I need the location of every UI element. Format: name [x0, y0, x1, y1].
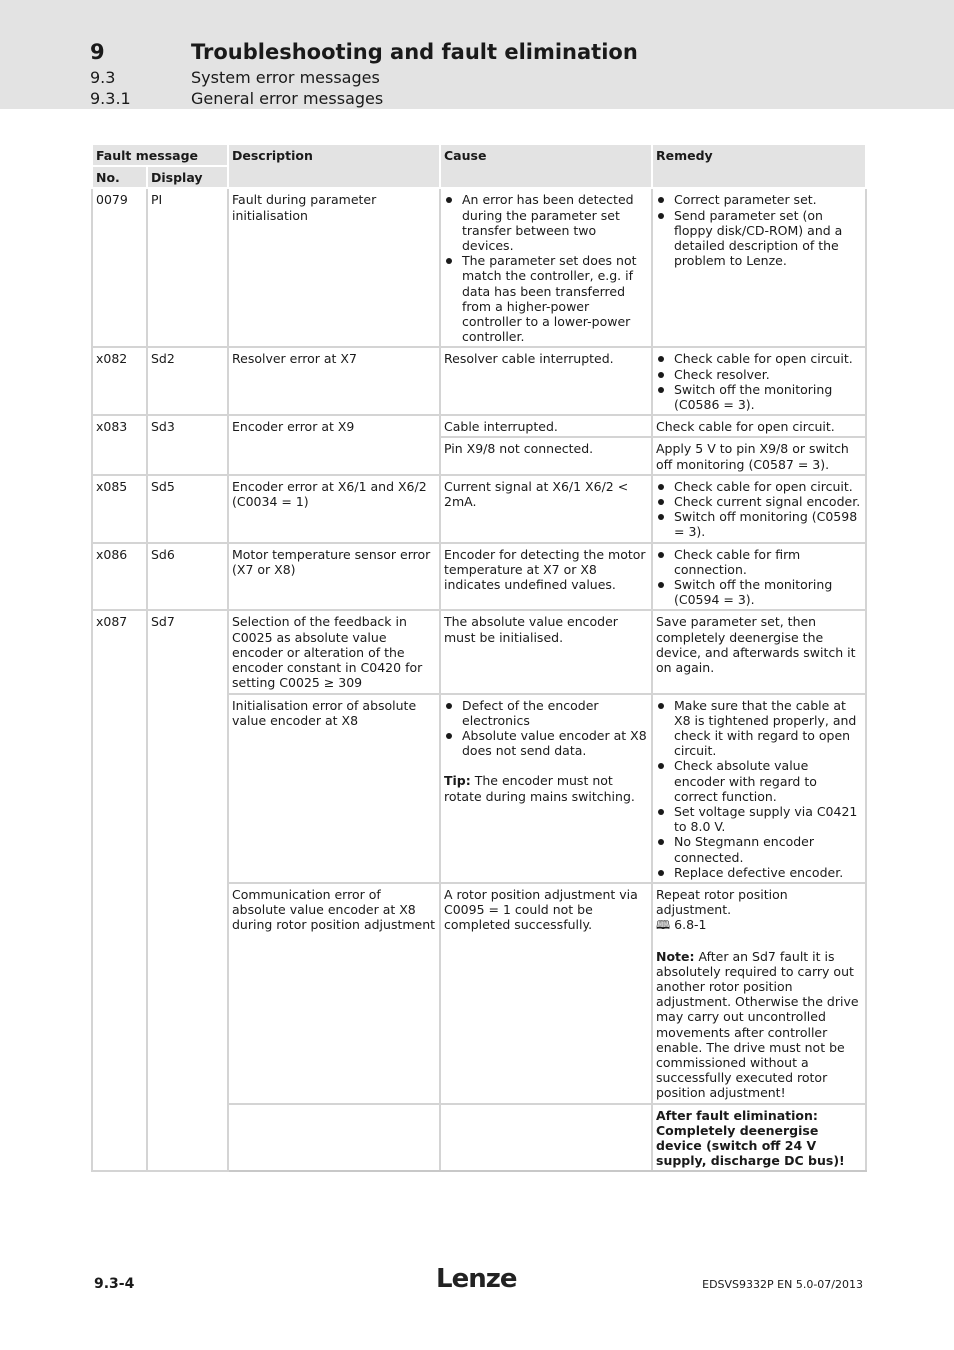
col-display: Display — [147, 166, 228, 188]
fault-display: PI — [147, 188, 228, 347]
fault-description: Fault during parameter initialisation — [228, 188, 440, 347]
fault-remedy: Check cable for open circuit. — [652, 415, 866, 437]
fault-display: Sd3 — [147, 415, 228, 475]
list-item: Correct parameter set. — [656, 192, 862, 207]
list-item: Check absolute value encoder with regard to correct function. — [656, 758, 862, 804]
col-fault-message: Fault message — [92, 145, 228, 166]
fault-description: Encoder error at X9 — [228, 415, 440, 475]
table-row — [92, 543, 866, 611]
tip-label: Tip: — [444, 773, 471, 789]
fault-cause — [440, 188, 652, 347]
list-item: Send parameter set (on floppy disk/CD-ROM) and a detailed description of the problem to Lenze. — [656, 208, 862, 269]
fault-cause: Encoder for detecting the motor temperature at X7 or X8 indicates undefined values. — [440, 543, 652, 611]
col-description: Description — [228, 145, 440, 188]
list-item: Set voltage supply via C0421 to 8.0 V. — [656, 804, 862, 834]
fault-description: Selection of the feedback in C0025 as absolute value encoder or alteration of the encoder constant in C0420 for setting C0025 ≥ 309 — [228, 610, 440, 693]
note-text: Note: After an Sd7 fault it is absolutely required to carry out another rotor position adjustment. Otherwise the drive may carry out uncontrolled movements after controller enable. The drive must not be commissioned without a successfully executed rotor position adjustment! — [656, 948, 859, 1101]
fault-remedy: Apply 5 V to pin X9/8 or switch off monitoring (C0587 = 3). — [652, 437, 866, 474]
fault-remedy: Save parameter set, then completely deenergise the device, and afterwards switch it on again. — [652, 610, 866, 693]
fault-cause: Cable interrupted. — [440, 415, 652, 437]
table-row — [92, 347, 866, 415]
list-item: An error has been detected during the parameter set transfer between two devices. — [444, 192, 648, 253]
page-number: 9.3-4 — [94, 1276, 135, 1292]
subsection-title: General error messages — [191, 89, 384, 108]
list-item: Make sure that the cable at X8 is tightened properly, and check it with regard to open circuit. — [656, 698, 862, 759]
note-label: Note: — [656, 948, 695, 964]
list-item: Check cable for firm connection. — [656, 547, 862, 577]
list-item: Defect of the encoder electronics — [444, 698, 648, 728]
list-item: No Stegmann encoder connected. — [656, 834, 862, 864]
fault-remedy — [652, 188, 866, 347]
fault-display: Sd2 — [147, 347, 228, 415]
fault-display: Sd5 — [147, 475, 228, 543]
list-item: Switch off the monitoring (C0586 = 3). — [656, 382, 862, 412]
table-row — [92, 475, 866, 543]
after-fault-note: After fault elimination: Completely deenergise device (switch off 24 V supply, discharge DC bus)! — [652, 1104, 866, 1172]
fault-description: Initialisation error of absolute value encoder at X8 — [228, 694, 440, 883]
chapter-number: 9 — [90, 40, 105, 64]
cross-reference[interactable]: 🕮 6.8-1 — [656, 917, 707, 933]
fault-remedy — [652, 883, 866, 1104]
fault-no: 0079 — [92, 188, 147, 347]
fault-cause: Pin X9/8 not connected. — [440, 437, 652, 474]
fault-remedy — [652, 694, 866, 883]
fault-no: x082 — [92, 347, 147, 415]
list-item: Replace defective encoder. — [656, 865, 862, 880]
empty-cell — [440, 1104, 652, 1172]
fault-cause — [440, 694, 652, 883]
table-row — [92, 188, 866, 347]
fault-no: x083 — [92, 415, 147, 475]
tip-text: Tip: The encoder must not rotate during mains switching. — [444, 773, 635, 804]
list-item: Switch off monitoring (C0598 = 3). — [656, 509, 862, 539]
fault-remedy — [652, 475, 866, 543]
fault-no: x087 — [92, 610, 147, 1171]
col-no: No. — [92, 166, 147, 188]
section-title: System error messages — [191, 68, 380, 87]
list-item: Check cable for open circuit. — [656, 479, 862, 494]
fault-remedy — [652, 543, 866, 611]
fault-display: Sd6 — [147, 543, 228, 611]
fault-description: Motor temperature sensor error (X7 or X8) — [228, 543, 440, 611]
fault-description: Communication error of absolute value encoder at X8 during rotor position adjustment — [228, 883, 440, 1104]
fault-description: Encoder error at X6/1 and X6/2 (C0034 = 1) — [228, 475, 440, 543]
list-item: Check current signal encoder. — [656, 494, 862, 509]
error-messages-table — [91, 145, 867, 1172]
page-header — [0, 0, 954, 109]
fault-remedy — [652, 347, 866, 415]
table-row — [92, 415, 866, 437]
col-cause: Cause — [440, 145, 652, 188]
list-item: The parameter set does not match the controller, e.g. if data has been transferred from a higher-power controller to a lower-power controller. — [444, 253, 648, 344]
fault-no: x085 — [92, 475, 147, 543]
fault-cause: A rotor position adjustment via C0095 = 1 could not be completed successfully. — [440, 883, 652, 1104]
col-remedy: Remedy — [652, 145, 866, 188]
table-row — [92, 610, 866, 693]
lenze-logo: Lenze — [436, 1264, 517, 1294]
fault-display: Sd7 — [147, 610, 228, 1171]
fault-description: Resolver error at X7 — [228, 347, 440, 415]
list-item: Absolute value encoder at X8 does not send data. — [444, 728, 648, 758]
fault-no: x086 — [92, 543, 147, 611]
subsection-number: 9.3.1 — [90, 89, 131, 108]
fault-cause: The absolute value encoder must be initialised. — [440, 610, 652, 693]
list-item: Switch off the monitoring (C0594 = 3). — [656, 577, 862, 607]
empty-cell — [228, 1104, 440, 1172]
book-icon: 🕮 — [656, 918, 671, 933]
fault-cause: Current signal at X6/1 X6/2 < 2mA. — [440, 475, 652, 543]
fault-cause: Resolver cable interrupted. — [440, 347, 652, 415]
document-id: EDSVS9332P EN 5.0-07/2013 — [702, 1278, 863, 1291]
chapter-title: Troubleshooting and fault elimination — [191, 40, 638, 64]
list-item: Check cable for open circuit. — [656, 351, 862, 366]
section-number: 9.3 — [90, 68, 116, 87]
remedy-text: Repeat rotor position adjustment. — [656, 886, 788, 918]
list-item: Check resolver. — [656, 367, 862, 382]
